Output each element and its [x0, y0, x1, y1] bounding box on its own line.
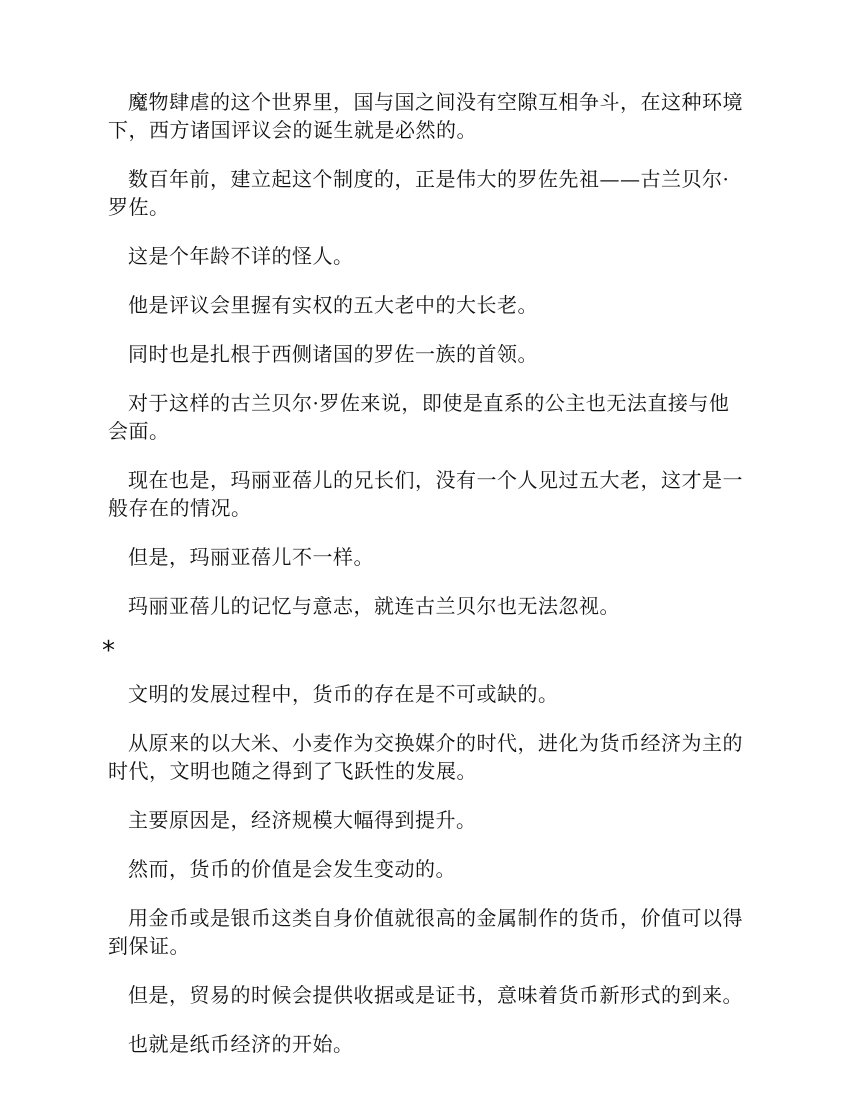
- paragraph: 但是，贸易的时候会提供收据或是证书，意味着货币新形式的到来。: [128, 983, 743, 1007]
- paragraph: 玛丽亚蓓儿的记忆与意志，就连古兰贝尔也无法忽视。: [128, 594, 620, 618]
- paragraph: 他是评议会里握有实权的五大老中的大长老。: [128, 293, 538, 317]
- text-body: [102, 88, 748, 1079]
- paragraph: 从原来的以大米、小麦作为交换媒介的时代，进化为货币经济为主的时代，文明也随之得到了飞跃性的发展。: [108, 731, 743, 783]
- paragraph: 主要原因是，经济规模大幅得到提升。: [128, 808, 477, 832]
- paragraph: 但是，玛丽亚蓓儿不一样。: [128, 545, 374, 569]
- paragraph: 对于这样的古兰贝尔·罗佐来说，即使是直系的公主也无法直接与他会面。: [108, 391, 730, 443]
- paragraph: 文明的发展过程中，货币的存在是不可或缺的。: [128, 682, 559, 706]
- paragraph: 魔物肆虐的这个世界里，国与国之间没有空隙互相争斗，在这种环境下，西方诸国评议会的诞生就是必然的。: [108, 90, 743, 142]
- paragraph: 也就是纸币经济的开始。: [128, 1032, 354, 1056]
- section-separator: *: [102, 636, 115, 666]
- paragraph: 数百年前，建立起这个制度的，正是伟大的罗佐先祖——古兰贝尔·罗佐。: [108, 167, 730, 219]
- paragraph: 这是个年龄不详的怪人。: [128, 244, 354, 268]
- paragraph: 然而，货币的价值是会发生变动的。: [128, 857, 456, 881]
- paragraph: 用金币或是银币这类自身价值就很高的金属制作的货币，价值可以得到保证。: [108, 906, 743, 958]
- paragraph: 现在也是，玛丽亚蓓儿的兄长们，没有一个人见过五大老，这才是一般存在的情况。: [108, 468, 743, 520]
- paragraph: 同时也是扎根于西侧诸国的罗佐一族的首领。: [128, 342, 538, 366]
